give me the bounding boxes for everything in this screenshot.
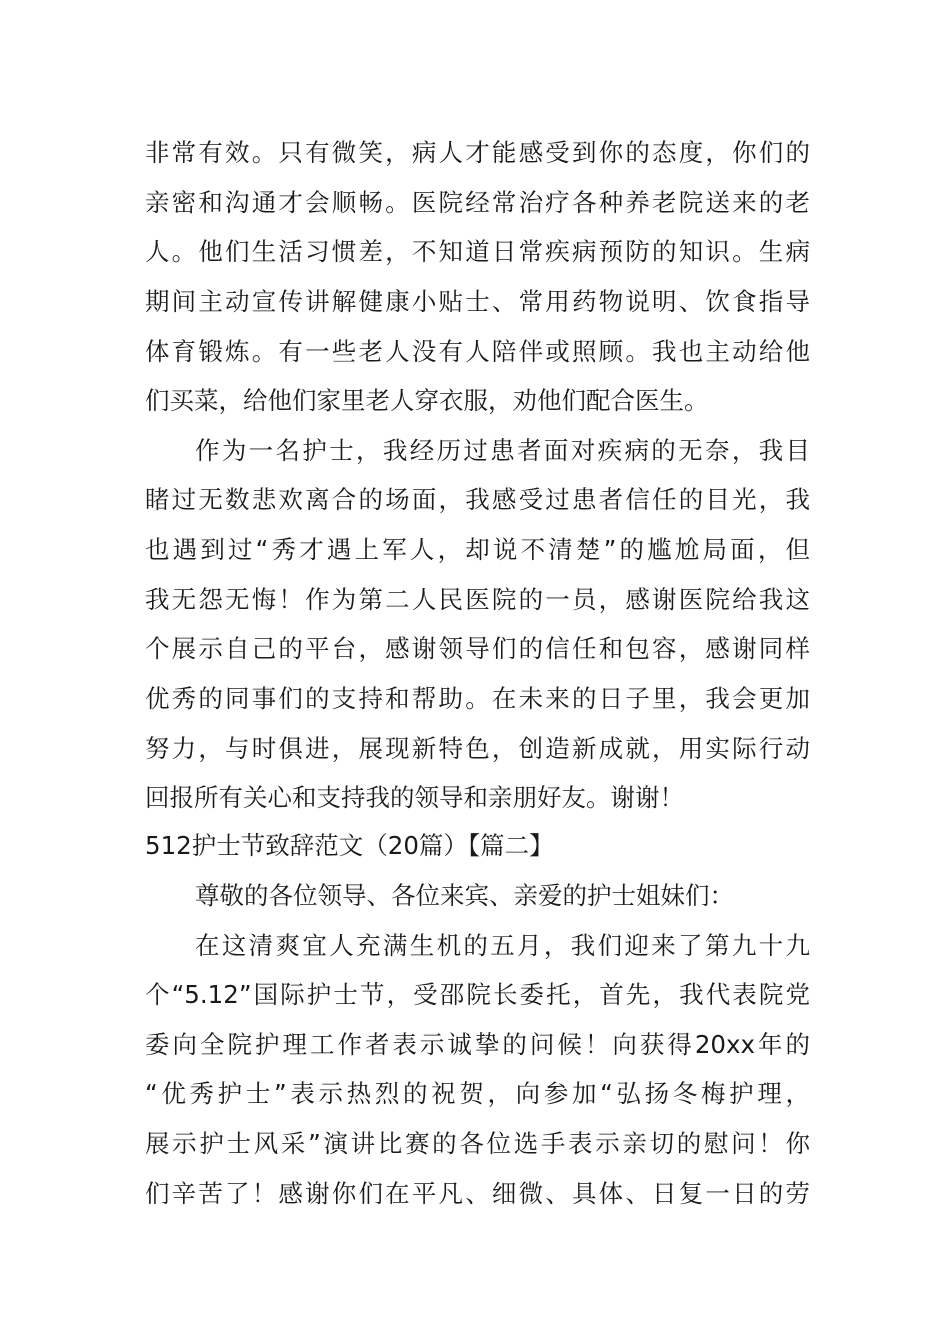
- paragraph-3-line-5: 展示护士风采”演讲比赛的各位选手表示亲切的慰问！你: [145, 1129, 810, 1158]
- paragraph-3-line-4: “优秀护士”表示热烈的祝贺，向参加“弘扬冬梅护理，: [145, 1079, 810, 1108]
- salutation: 尊敬的各位领导、各位来宾、亲爱的护士姐妹们：: [195, 881, 734, 910]
- paragraph-3-line-2: 个“5.12”国际护士节，受邵院长委托，首先，我代表院党: [145, 980, 810, 1009]
- paragraph-2-line-2: 睹过无数悲欢离合的场面，我感受过患者信任的目光，我: [145, 485, 810, 514]
- paragraph-1-line-4: 期间主动宣传讲解健康小贴士、常用药物说明、饮食指导: [145, 287, 810, 316]
- paragraph-3-line-3: 委向全院护理工作者表示诚挚的问候！向获得20xx年的: [145, 1030, 810, 1059]
- paragraph-2-line-8: 回报所有关心和支持我的领导和亲朋好友。谢谢！: [145, 783, 684, 812]
- paragraph-2-line-7: 努力，与时俱进，展现新特色，创造新成就，用实际行动: [145, 734, 810, 763]
- paragraph-1-line-2: 亲密和沟通才会顺畅。医院经常治疗各种养老院送来的老: [145, 188, 810, 217]
- paragraph-2-line-6: 优秀的同事们的支持和帮助。在未来的日子里，我会更加: [145, 684, 810, 713]
- paragraph-2-line-3: 也遇到过“秀才遇上军人，却说不清楚”的尴尬局面，但: [145, 535, 810, 564]
- paragraph-2-line-1: 作为一名护士，我经历过患者面对疾病的无奈，我目: [195, 436, 810, 465]
- paragraph-1-line-1: 非常有效。只有微笑，病人才能感受到你的态度，你们的: [145, 138, 810, 167]
- paragraph-1-line-5: 体育锻炼。有一些老人没有人陪伴或照顾。我也主动给他: [145, 337, 810, 366]
- paragraph-2-line-5: 个展示自己的平台，感谢领导们的信任和包容，感谢同样: [145, 634, 810, 663]
- paragraph-1-line-6: 们买菜，给他们家里老人穿衣服，劝他们配合医生。: [145, 386, 709, 415]
- paragraph-2-line-4: 我无怨无悔！作为第二人民医院的一员，感谢医院给我这: [145, 585, 810, 614]
- section-heading: 512护士节致辞范文（20篇）【篇二】: [145, 831, 554, 860]
- paragraph-3-line-6: 们辛苦了！感谢你们在平凡、细微、具体、日复一日的劳: [145, 1179, 810, 1208]
- paragraph-1-line-3: 人。他们生活习惯差，不知道日常疾病预防的知识。生病: [145, 237, 810, 266]
- paragraph-3-line-1: 在这清爽宜人充满生机的五月，我们迎来了第九十九: [195, 931, 810, 960]
